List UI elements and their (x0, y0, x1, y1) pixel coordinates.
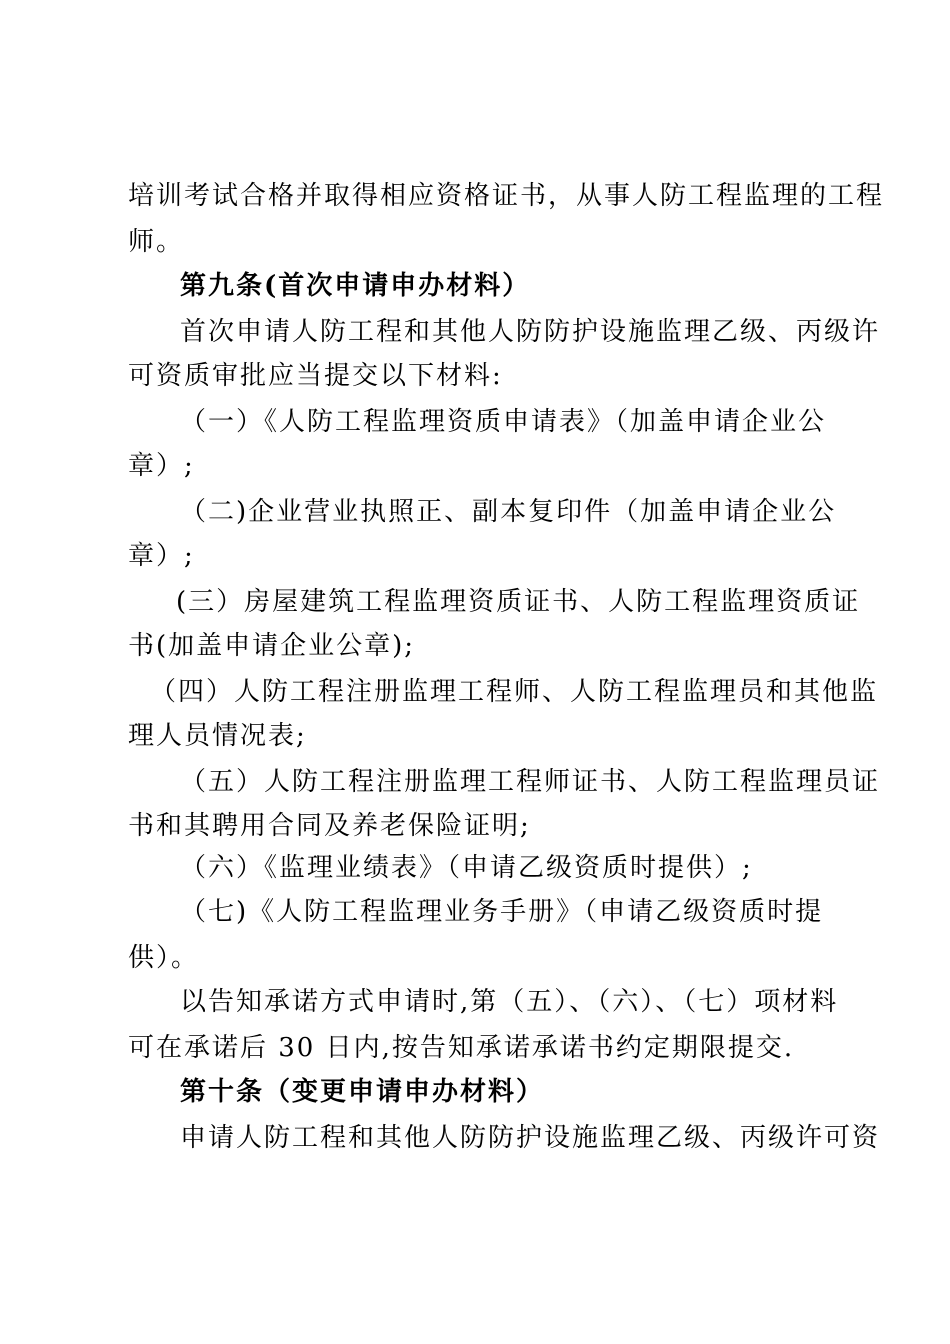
list-item-2-cont: 章）; (128, 541, 195, 571)
list-item-4: （四）人防工程注册监理工程师、人防工程监理员和其他监 (150, 677, 879, 707)
body-line-2: 师。 (128, 227, 185, 257)
list-item-2: （二)企业营业执照正、副本复印件（加盖申请企业公 (180, 497, 837, 527)
list-item-1: （一）《人防工程监理资质申请表》（加盖申请企业公 (180, 407, 827, 437)
list-item-4-cont: 理人员情况表; (128, 721, 307, 751)
body-line-1: 培训考试合格并取得相应资格证书，从事人防工程监理的工程 (128, 181, 885, 211)
body-line-22: 申请人防工程和其他人防防护设施监理乙级、丙级许可资 (180, 1123, 881, 1153)
list-item-6: （六）《监理业绩表》（申请乙级资质时提供）; (180, 853, 753, 883)
body-line-20: 可在承诺后 30 日内,按告知承诺承诺书约定期限提交. (128, 1033, 795, 1063)
body-line-19: 以告知承诺方式申请时,第（五）、（六）、（七）项材料 (180, 987, 839, 1017)
article-9-heading: 第九条(首次申请申办材料） (180, 271, 531, 301)
body-line-4: 首次申请人防工程和其他人防防护设施监理乙级、丙级许 (180, 317, 881, 347)
list-item-1-cont: 章）; (128, 451, 195, 481)
list-item-3-cont: 书(加盖申请企业公章); (128, 631, 416, 661)
list-item-7: （七)《人防工程监理业务手册》（申请乙级资质时提 (180, 897, 824, 927)
article-10-heading: 第十条（变更申请申办材料） (180, 1077, 545, 1107)
list-item-5-cont: 书和其聘用合同及养老保险证明; (128, 811, 531, 841)
list-item-5: （五）人防工程注册监理工程师证书、人防工程监理员证 (180, 767, 881, 797)
list-item-7-cont: 供）。 (128, 943, 200, 973)
list-item-3: (三）房屋建筑工程监理资质证书、人防工程监理资质证 (176, 587, 861, 617)
body-line-5: 可资质审批应当提交以下材料: (128, 361, 503, 391)
